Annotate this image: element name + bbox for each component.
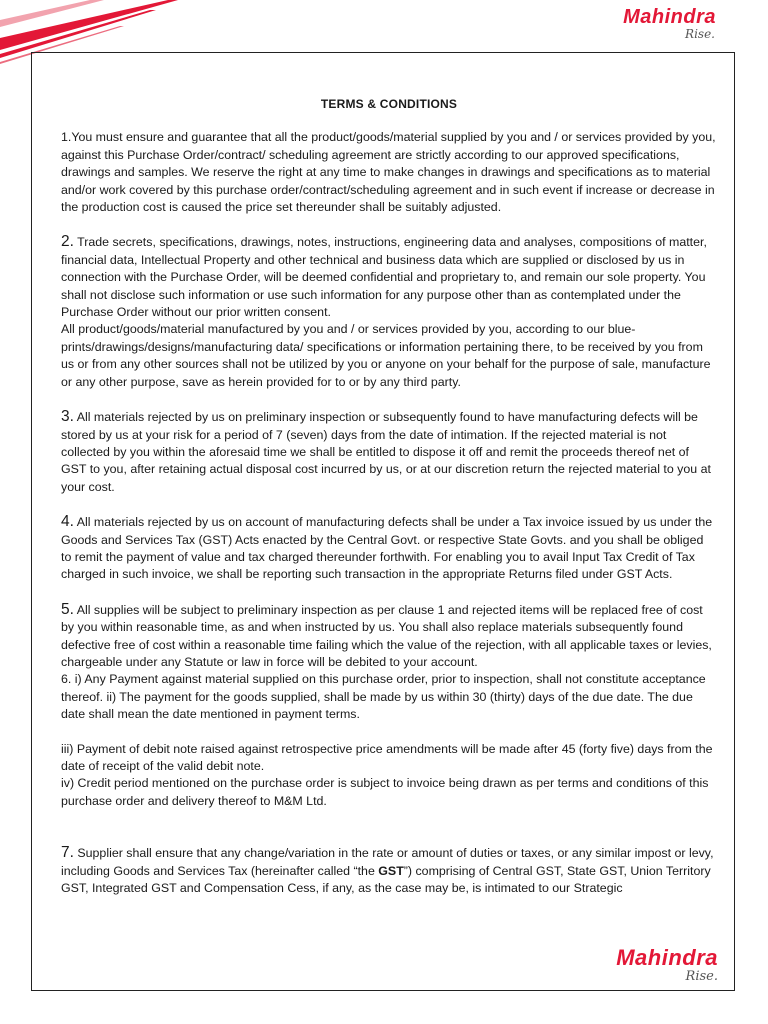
clause-2-continued (61, 321, 717, 391)
clause-7-text-a: Supplier shall ensure that any change/variation in the rate or amount of duties or taxes, or any similar impost or levy, including Goods and Services Tax (hereinafter called “the (61, 846, 714, 878)
clause-2 (61, 233, 717, 321)
document-title: TERMS & CONDITIONS (320, 97, 458, 111)
logo-wordmark: Mahindra (623, 6, 716, 28)
clause-5 (61, 601, 717, 672)
clause-7-text-b: ”) comprising of Central GST, State GST, Union Territory GST, Integrated GST and Compensation Cess, if any, as the case may be, is intimated to our Strategic (61, 863, 711, 896)
clause-5-number: 5. (61, 600, 74, 618)
logo-tagline: Rise. (685, 969, 718, 984)
clause-4-text: All materials rejected by us on account of manufacturing defects shall be under a Tax invoice issued by us under the Goods and Services Tax (GST) Acts enacted by the Central Govt. or respective State Govts. and you shall be obliged to remit the payment of value and tax charged thereunder forthwith. For enabling you to avail Input Tax Credit of Tax charged in such invoice, we shall be reporting such transaction in the appropriate Returns filed under GST Acts. (61, 515, 713, 582)
logo-wordmark: Mahindra (616, 945, 718, 970)
clause-2-text-b: All product/goods/material manufactured by you and / or services provided by you, according to our blue-prints/drawings/designs/manufacturing data/ specifications or information pertaining there, to be received by you from us or from any other sources shall not be utilized by you or anyone on your behalf for the purpose of sale, manufacture or any other purpose, save as herein provided for to or by any third party. (61, 322, 711, 389)
clause-6-iii-text: iii) Payment of debit note raised against retrospective price amendments will be made after 45 (forty five) days from the date of receipt of the valid debit note. (61, 741, 713, 773)
clause-6 (61, 671, 717, 723)
clause-4-number: 4. (61, 513, 74, 531)
clause-3-text: All materials rejected by us on preliminary inspection or subsequently found to have manufacturing defects will be stored by us at your risk for a period of 7 (seven) days from the date of intimation. If the rejected material is not collected by you within the aforesaid time we shall be entitled to dispose it off and remit the proceeds thereof net of GST to you, after retaining actual disposal cost incurred by us, or at our discretion return the rejected material to you at your cost. (61, 410, 711, 494)
clause-1-text: 1.You must ensure and guarantee that all the product/goods/material supplied by you and / or services provided by you, against this Purchase Order/contract/ scheduling agreement are strictly according to our approved specifications, drawings and samples. We reserve the right at any time to make changes in drawings and specifications as to material and/or work covered by this purchase order/contract/scheduling agreement and in such event if increase or decrease in the production cost is caused the price set thereunder shall be suitably adjusted. (61, 130, 716, 215)
clause-6-text: 6. i) Any Payment against material supplied on this purchase order, prior to inspection, shall not constitute acceptance thereof. ii) The payment for the goods supplied, shall be made by us within 30 (thirty) days of the due date. The due date shall mean the date mentioned in payment terms. (61, 672, 706, 722)
clause-2-number: 2. (61, 233, 74, 251)
clause-6-iv (61, 775, 717, 810)
mahindra-rise-logo-bottom (616, 947, 718, 983)
terms-document (61, 96, 717, 897)
clause-7 (61, 844, 717, 897)
clause-4 (61, 513, 717, 584)
logo-tagline: Rise. (685, 27, 715, 41)
clause-7-number: 7. (61, 844, 74, 862)
clause-7-gst-term: GST (378, 863, 404, 878)
clause-5-text: All supplies will be subject to preliminary inspection as per clause 1 and rejected items will be replaced free of cost by you within reasonable time, as and when instructed by us. You shall also replace materials subsequently found defective free of cost within a reasonable time failing which the value of the rejection, with all applicable taxes or levies, chargeable under any Statute or law in force will be debited to your account. (61, 602, 712, 669)
mahindra-rise-logo-top (623, 7, 716, 40)
clause-6-iv-text: iv) Credit period mentioned on the purchase order is subject to invoice being drawn as per terms and conditions of this purchase order and delivery thereof to M&M Ltd. (61, 776, 709, 808)
clause-2-text: Trade secrets, specifications, drawings, notes, instructions, engineering data and analyses, compositions of matter, financial data, Intellectual Property and other technical and business data which are supplied or disclosed by us in connection with the Purchase Order, will be deemed confidential and proprietary to, and remain our sole property. You shall not disclose such information or use such information for any purpose other than as contemplated under the Purchase Order without our prior written consent. (61, 235, 707, 320)
clause-6-iii (61, 741, 717, 776)
clause-3 (61, 408, 717, 496)
clause-1 (61, 129, 717, 216)
clause-3-number: 3. (61, 408, 74, 426)
